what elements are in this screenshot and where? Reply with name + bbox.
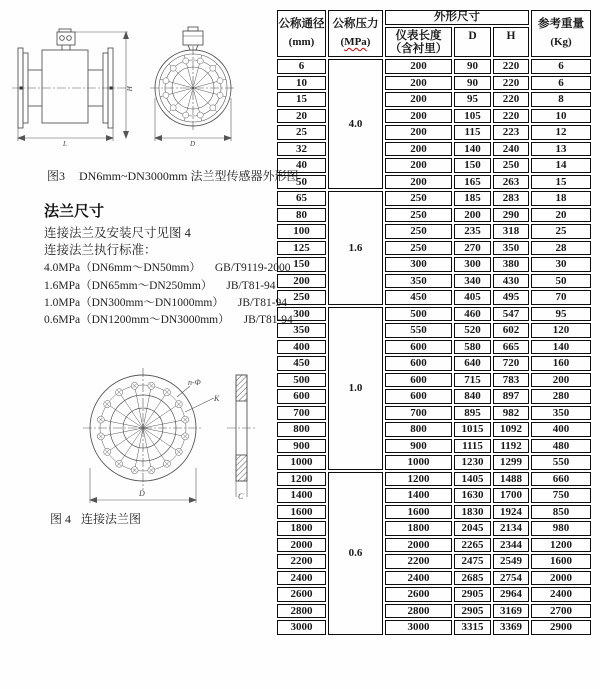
standard-line (44, 259, 290, 275)
table-cell: 25 (277, 125, 326, 140)
table-row (277, 175, 591, 190)
table-cell: 115 (454, 125, 491, 140)
standard-line (44, 311, 293, 327)
table-cell: 600 (385, 389, 452, 404)
header-unit: (MPa) (340, 36, 371, 48)
table-cell: 3315 (454, 620, 491, 635)
flange-note-line1: 连接法兰及安装尺寸见图 4 (44, 226, 191, 240)
table-cell: 20 (531, 208, 591, 223)
table-cell: 550 (385, 323, 452, 338)
table-cell: 90 (454, 76, 491, 91)
standard-line (44, 277, 276, 293)
table-cell: 32 (277, 142, 326, 157)
table-cell: 1299 (493, 455, 529, 470)
table-row (277, 109, 591, 124)
table-row (277, 356, 591, 371)
standard-range: 0.6MPa（DN1200mm～DN3000mm） (44, 314, 230, 326)
table-cell: 240 (493, 142, 529, 157)
table-cell: 2800 (385, 604, 452, 619)
table-row (277, 208, 591, 223)
figure3-caption-label: 图3 (47, 169, 66, 183)
figure4-caption-text: 连接法兰图 (81, 512, 142, 526)
table-row (277, 538, 591, 553)
table-cell: 1488 (493, 472, 529, 487)
table-row (277, 620, 591, 635)
bolt-circle-label: K (214, 394, 220, 403)
table-cell: 2475 (454, 554, 491, 569)
table-row (277, 125, 591, 140)
table-cell: 100 (277, 224, 326, 239)
table-cell: 700 (277, 406, 326, 421)
table-cell: 900 (385, 439, 452, 454)
header-nominal-diameter (277, 10, 326, 57)
standard-code: JB/T81-94 (237, 297, 288, 309)
table-cell: 12 (531, 125, 591, 140)
table-cell: 18 (531, 191, 591, 206)
table-cell: 15 (277, 92, 326, 107)
table-cell: 430 (493, 274, 529, 289)
table-cell: 13 (531, 142, 591, 157)
table-row (277, 224, 591, 239)
standard-code: JB/T81-94 (226, 280, 276, 292)
table-cell: 2549 (493, 554, 529, 569)
table-cell: 3000 (277, 620, 326, 635)
table-cell: 1200 (531, 538, 591, 553)
bolt-count-label: n-Φ (188, 378, 201, 387)
table-cell: 2400 (531, 587, 591, 602)
header-title: 公称压力 (332, 18, 379, 30)
table-cell: 150 (454, 158, 491, 173)
table-cell: 495 (493, 290, 529, 305)
figure3-sensor-outline-drawing (8, 25, 264, 147)
table-cell: 200 (277, 274, 326, 289)
table-row (277, 290, 591, 305)
table-cell: 20 (277, 109, 326, 124)
header-H: H (493, 27, 529, 57)
standard-code: GB/T9119-2000 (214, 262, 291, 274)
table-cell: 750 (531, 488, 591, 503)
table-cell: 602 (493, 323, 529, 338)
table-cell: 2265 (454, 538, 491, 553)
table-cell: 140 (531, 340, 591, 355)
table-cell: 400 (277, 340, 326, 355)
table-cell: 2400 (277, 571, 326, 586)
table-cell: 235 (454, 224, 491, 239)
table-cell: 660 (531, 472, 591, 487)
table-cell: 318 (493, 224, 529, 239)
table-cell: 270 (454, 241, 491, 256)
table-cell: 28 (531, 241, 591, 256)
table-cell: 2900 (531, 620, 591, 635)
table-cell: 600 (385, 373, 452, 388)
standard-range: 1.0MPa（DN300mm～DN1000mm） (44, 297, 224, 309)
table-cell: 720 (493, 356, 529, 371)
table-cell: 2905 (454, 604, 491, 619)
table-cell: 200 (385, 76, 452, 91)
table-row (277, 521, 591, 536)
table-row (277, 241, 591, 256)
dim-label-D: D (190, 140, 196, 147)
table-cell: 1000 (277, 455, 326, 470)
table-cell: 1115 (454, 439, 491, 454)
table-cell: 2200 (277, 554, 326, 569)
table-cell: 125 (277, 241, 326, 256)
table-cell: 350 (493, 241, 529, 256)
table-row (277, 439, 591, 454)
table-cell: 405 (454, 290, 491, 305)
table-row (277, 191, 591, 206)
figure4-connection-flange-drawing (55, 348, 265, 510)
front-view-flowmeter (150, 27, 236, 141)
figure4-caption-label: 图 4 (50, 512, 72, 526)
table-cell: 140 (454, 142, 491, 157)
table-cell: 40 (277, 158, 326, 173)
table-cell: 1600 (531, 554, 591, 569)
table-cell: 897 (493, 389, 529, 404)
table-cell: 640 (454, 356, 491, 371)
table-row (277, 472, 591, 487)
table-cell: 850 (531, 505, 591, 520)
table-cell: 220 (493, 76, 529, 91)
table-cell: 1924 (493, 505, 529, 520)
table-cell: 200 (385, 125, 452, 140)
header-reference-weight (531, 10, 591, 57)
table-cell: 350 (531, 406, 591, 421)
table-cell: 283 (493, 191, 529, 206)
table-cell: 250 (277, 290, 326, 305)
table-cell: 220 (493, 59, 529, 74)
pressure-group-cell: 1.0 (328, 307, 383, 470)
table-cell: 290 (493, 208, 529, 223)
table-cell: 1800 (277, 521, 326, 536)
header-title: 公称通径 (278, 18, 325, 30)
flange-front-view (83, 368, 214, 503)
table-cell: 250 (493, 158, 529, 173)
table-cell: 90 (454, 59, 491, 74)
header-D: D (454, 27, 491, 57)
table-row (277, 92, 591, 107)
table-row (277, 142, 591, 157)
table-cell: 50 (277, 175, 326, 190)
table-row (277, 505, 591, 520)
table-cell: 450 (385, 290, 452, 305)
table-row (277, 455, 591, 470)
table-row (277, 340, 591, 355)
table-row (277, 59, 591, 74)
table-cell: 220 (493, 92, 529, 107)
table-row (277, 571, 591, 586)
table-row (277, 604, 591, 619)
table-cell: 2045 (454, 521, 491, 536)
table-cell: 3169 (493, 604, 529, 619)
table-cell: 1092 (493, 422, 529, 437)
mpa-spellcheck-underline: MPa (344, 36, 367, 48)
table-cell: 550 (531, 455, 591, 470)
table-cell: 300 (454, 257, 491, 272)
table-cell: 715 (454, 373, 491, 388)
table-cell: 1400 (385, 488, 452, 503)
header-nominal-pressure (328, 10, 383, 57)
table-cell: 600 (277, 389, 326, 404)
header-outline-dimensions: 外形尺寸 (385, 10, 529, 25)
table-cell: 6 (531, 76, 591, 91)
table-cell: 350 (385, 274, 452, 289)
figure3-caption-text: DN6mm~DN3000mm 法兰型传感器外形图 (79, 169, 299, 183)
figure3-caption (47, 167, 299, 184)
table-cell: 150 (277, 257, 326, 272)
table-cell: 2344 (493, 538, 529, 553)
table-row (277, 76, 591, 91)
standard-line (44, 294, 287, 310)
pressure-group-cell: 1.6 (328, 191, 383, 305)
table-cell: 1800 (385, 521, 452, 536)
table-cell: 185 (454, 191, 491, 206)
table-cell: 380 (493, 257, 529, 272)
table-cell: 2400 (385, 571, 452, 586)
table-row (277, 406, 591, 421)
table-cell: 95 (531, 307, 591, 322)
table-cell: 2600 (277, 587, 326, 602)
table-cell: 200 (385, 142, 452, 157)
table-cell: 600 (385, 340, 452, 355)
table-cell: 1200 (385, 472, 452, 487)
table-cell: 200 (454, 208, 491, 223)
table-cell: 1405 (454, 472, 491, 487)
table-cell: 1600 (385, 505, 452, 520)
table-cell: 1200 (277, 472, 326, 487)
table-cell: 120 (531, 323, 591, 338)
dim-label-L: L (63, 140, 67, 147)
table-cell: 980 (531, 521, 591, 536)
flange-note-line2: 连接法兰执行标准： (44, 243, 157, 257)
table-cell: 700 (385, 406, 452, 421)
table-cell: 263 (493, 175, 529, 190)
table-cell: 2685 (454, 571, 491, 586)
table-cell: 3369 (493, 620, 529, 635)
table-cell: 2754 (493, 571, 529, 586)
table-cell: 2134 (493, 521, 529, 536)
table-cell: 160 (531, 356, 591, 371)
flange-section-view (227, 375, 256, 497)
table-cell: 200 (385, 109, 452, 124)
table-cell: 400 (531, 422, 591, 437)
table-cell: 840 (454, 389, 491, 404)
standard-code: JB/T81-94 (243, 314, 293, 326)
table-cell: 580 (454, 340, 491, 355)
table-cell: 800 (385, 422, 452, 437)
table-row (277, 422, 591, 437)
spec-table (275, 8, 593, 637)
header-unit: (mm) (288, 36, 315, 48)
table-cell: 1600 (277, 505, 326, 520)
table-row (277, 257, 591, 272)
header-unit: (Kg) (550, 36, 572, 48)
table-cell: 10 (277, 76, 326, 91)
table-cell: 450 (277, 356, 326, 371)
table-cell: 500 (277, 373, 326, 388)
table-cell: 2905 (454, 587, 491, 602)
table-cell: 10 (531, 109, 591, 124)
flange-size-heading: 法兰尺寸 (44, 203, 105, 220)
table-row (277, 158, 591, 173)
table-row (277, 389, 591, 404)
table-cell: 895 (454, 406, 491, 421)
table-cell: 223 (493, 125, 529, 140)
table-cell: 2000 (277, 538, 326, 553)
table-cell: 65 (277, 191, 326, 206)
table-cell: 460 (454, 307, 491, 322)
spec-table-body (277, 59, 591, 635)
dimension-table-container (275, 8, 593, 637)
table-cell: 6 (277, 59, 326, 74)
side-view-flowmeter (12, 29, 132, 141)
table-cell: 200 (385, 158, 452, 173)
table-cell: 165 (454, 175, 491, 190)
table-cell: 1230 (454, 455, 491, 470)
table-cell: 1000 (385, 455, 452, 470)
table-cell: 3000 (385, 620, 452, 635)
table-cell: 250 (385, 241, 452, 256)
dim-label-C: C (238, 492, 244, 501)
table-row (277, 554, 591, 569)
table-cell: 250 (385, 191, 452, 206)
table-cell: 80 (277, 208, 326, 223)
table-cell: 1015 (454, 422, 491, 437)
table-cell: 665 (493, 340, 529, 355)
table-row (277, 587, 591, 602)
table-row (277, 274, 591, 289)
table-cell: 982 (493, 406, 529, 421)
table-cell: 2964 (493, 587, 529, 602)
table-cell: 600 (385, 356, 452, 371)
table-cell: 900 (277, 439, 326, 454)
table-cell: 250 (385, 224, 452, 239)
table-cell: 250 (385, 208, 452, 223)
table-cell: 300 (385, 257, 452, 272)
table-cell: 8 (531, 92, 591, 107)
table-cell: 1700 (493, 488, 529, 503)
table-cell: 30 (531, 257, 591, 272)
table-row (277, 307, 591, 322)
pressure-group-cell: 0.6 (328, 472, 383, 635)
table-cell: 1630 (454, 488, 491, 503)
table-cell: 1192 (493, 439, 529, 454)
table-cell: 280 (531, 389, 591, 404)
table-cell: 2700 (531, 604, 591, 619)
table-cell: 800 (277, 422, 326, 437)
table-cell: 500 (385, 307, 452, 322)
table-cell: 25 (531, 224, 591, 239)
dim-label-D: D (139, 489, 145, 498)
table-cell: 2600 (385, 587, 452, 602)
table-cell: 300 (277, 307, 326, 322)
table-cell: 783 (493, 373, 529, 388)
standard-range: 4.0MPa（DN6mm～DN50mm） (44, 262, 201, 274)
header-meter-length: 仪表长度 （含衬里） (385, 27, 452, 57)
table-cell: 200 (385, 92, 452, 107)
table-row (277, 373, 591, 388)
table-row (277, 323, 591, 338)
table-cell: 6 (531, 59, 591, 74)
table-cell: 350 (277, 323, 326, 338)
table-cell: 340 (454, 274, 491, 289)
header-title: 参考重量 (538, 18, 585, 30)
pressure-group-cell: 4.0 (328, 59, 383, 189)
table-cell: 547 (493, 307, 529, 322)
table-cell: 95 (454, 92, 491, 107)
table-cell: 480 (531, 439, 591, 454)
table-cell: 70 (531, 290, 591, 305)
table-cell: 1400 (277, 488, 326, 503)
table-cell: 220 (493, 109, 529, 124)
table-cell: 2800 (277, 604, 326, 619)
table-cell: 15 (531, 175, 591, 190)
table-cell: 14 (531, 158, 591, 173)
standard-range: 1.6MPa（DN65mm～DN250mm） (44, 280, 213, 292)
table-cell: 200 (385, 175, 452, 190)
table-cell: 2000 (531, 571, 591, 586)
table-cell: 520 (454, 323, 491, 338)
table-row (277, 488, 591, 503)
table-cell: 2000 (385, 538, 452, 553)
table-cell: 2200 (385, 554, 452, 569)
table-cell: 1830 (454, 505, 491, 520)
table-cell: 200 (385, 59, 452, 74)
table-cell: 50 (531, 274, 591, 289)
dim-label-H: H (125, 86, 133, 92)
table-cell: 105 (454, 109, 491, 124)
figure4-caption (50, 510, 141, 527)
table-cell: 200 (531, 373, 591, 388)
